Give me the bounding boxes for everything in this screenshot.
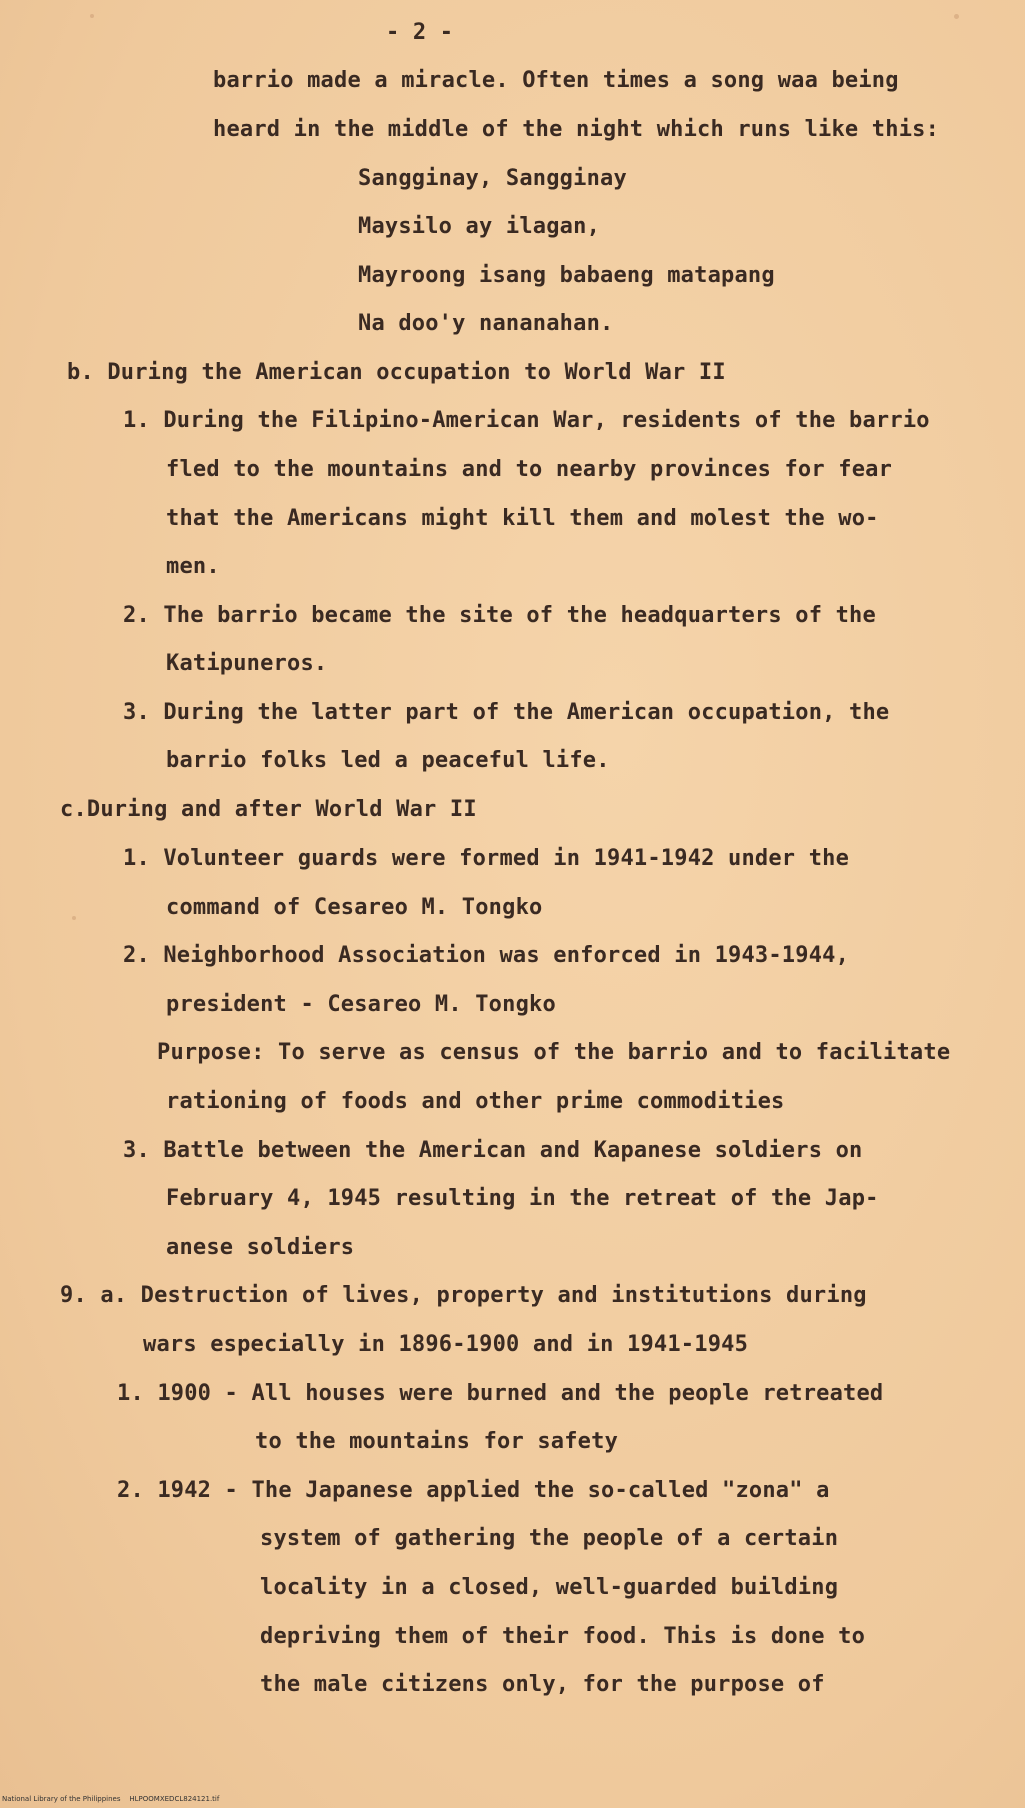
- text-line: barrio made a miracle. Often times a song waa being: [213, 68, 899, 93]
- archive-footer: National Library of the Philippines HLPOOMXEDCL824121.tif: [2, 1795, 220, 1803]
- text-line: to the mountains for safety: [255, 1429, 619, 1454]
- text-line: 3. Battle between the American and Kapanese soldiers on: [123, 1138, 863, 1163]
- text-line: Purpose: To serve as census of the barrio and to facilitate: [157, 1040, 951, 1065]
- text-line: that the Americans might kill them and molest the wo-: [166, 506, 879, 531]
- text-line: command of Cesareo M. Tongko: [166, 895, 543, 920]
- text-line: 2. Neighborhood Association was enforced in 1943-1944,: [123, 943, 850, 968]
- song-line: Maysilo ay ilagan,: [358, 214, 601, 239]
- text-line: men.: [166, 554, 220, 579]
- text-line: 1. 1900 - All houses were burned and the people retreated: [117, 1381, 884, 1406]
- section-heading: 9. a. Destruction of lives, property and institutions during: [60, 1283, 867, 1308]
- text-line: barrio folks led a peaceful life.: [166, 748, 610, 773]
- text-line: system of gathering the people of a certain: [260, 1526, 839, 1551]
- text-line: locality in a closed, well-guarded building: [260, 1575, 839, 1600]
- text-line: depriving them of their food. This is done to: [260, 1624, 866, 1649]
- text-line: 1. Volunteer guards were formed in 1941-1942 under the: [123, 846, 850, 871]
- page-number: - 2 -: [386, 20, 454, 45]
- text-line: heard in the middle of the night which runs like this:: [213, 117, 940, 142]
- text-line: 2. 1942 - The Japanese applied the so-called "zona" a: [117, 1478, 830, 1503]
- text-line: rationing of foods and other prime commodities: [166, 1089, 785, 1114]
- text-line: 2. The barrio became the site of the headquarters of the: [123, 603, 876, 628]
- stain-spot: [954, 14, 959, 19]
- song-line: Mayroong isang babaeng matapang: [358, 263, 775, 288]
- text-line: fled to the mountains and to nearby provinces for fear: [166, 457, 893, 482]
- text-line: 3. During the latter part of the American occupation, the: [123, 700, 890, 725]
- text-line: the male citizens only, for the purpose of: [260, 1672, 825, 1697]
- text-line: president - Cesareo M. Tongko: [166, 992, 556, 1017]
- text-line: Katipuneros.: [166, 651, 328, 676]
- text-line: 1. During the Filipino-American War, residents of the barrio: [123, 408, 930, 433]
- song-line: Sangginay, Sangginay: [358, 166, 627, 191]
- stain-spot: [72, 916, 76, 920]
- section-heading: b. During the American occupation to World War II: [67, 360, 726, 385]
- text-line: wars especially in 1896-1900 and in 1941-1945: [143, 1332, 749, 1357]
- song-line: Na doo'y nananahan.: [358, 311, 614, 336]
- text-line: February 4, 1945 resulting in the retreat of the Jap-: [166, 1186, 879, 1211]
- text-line: anese soldiers: [166, 1235, 355, 1260]
- stain-spot: [90, 14, 94, 18]
- section-heading: c.During and after World War II: [60, 797, 477, 822]
